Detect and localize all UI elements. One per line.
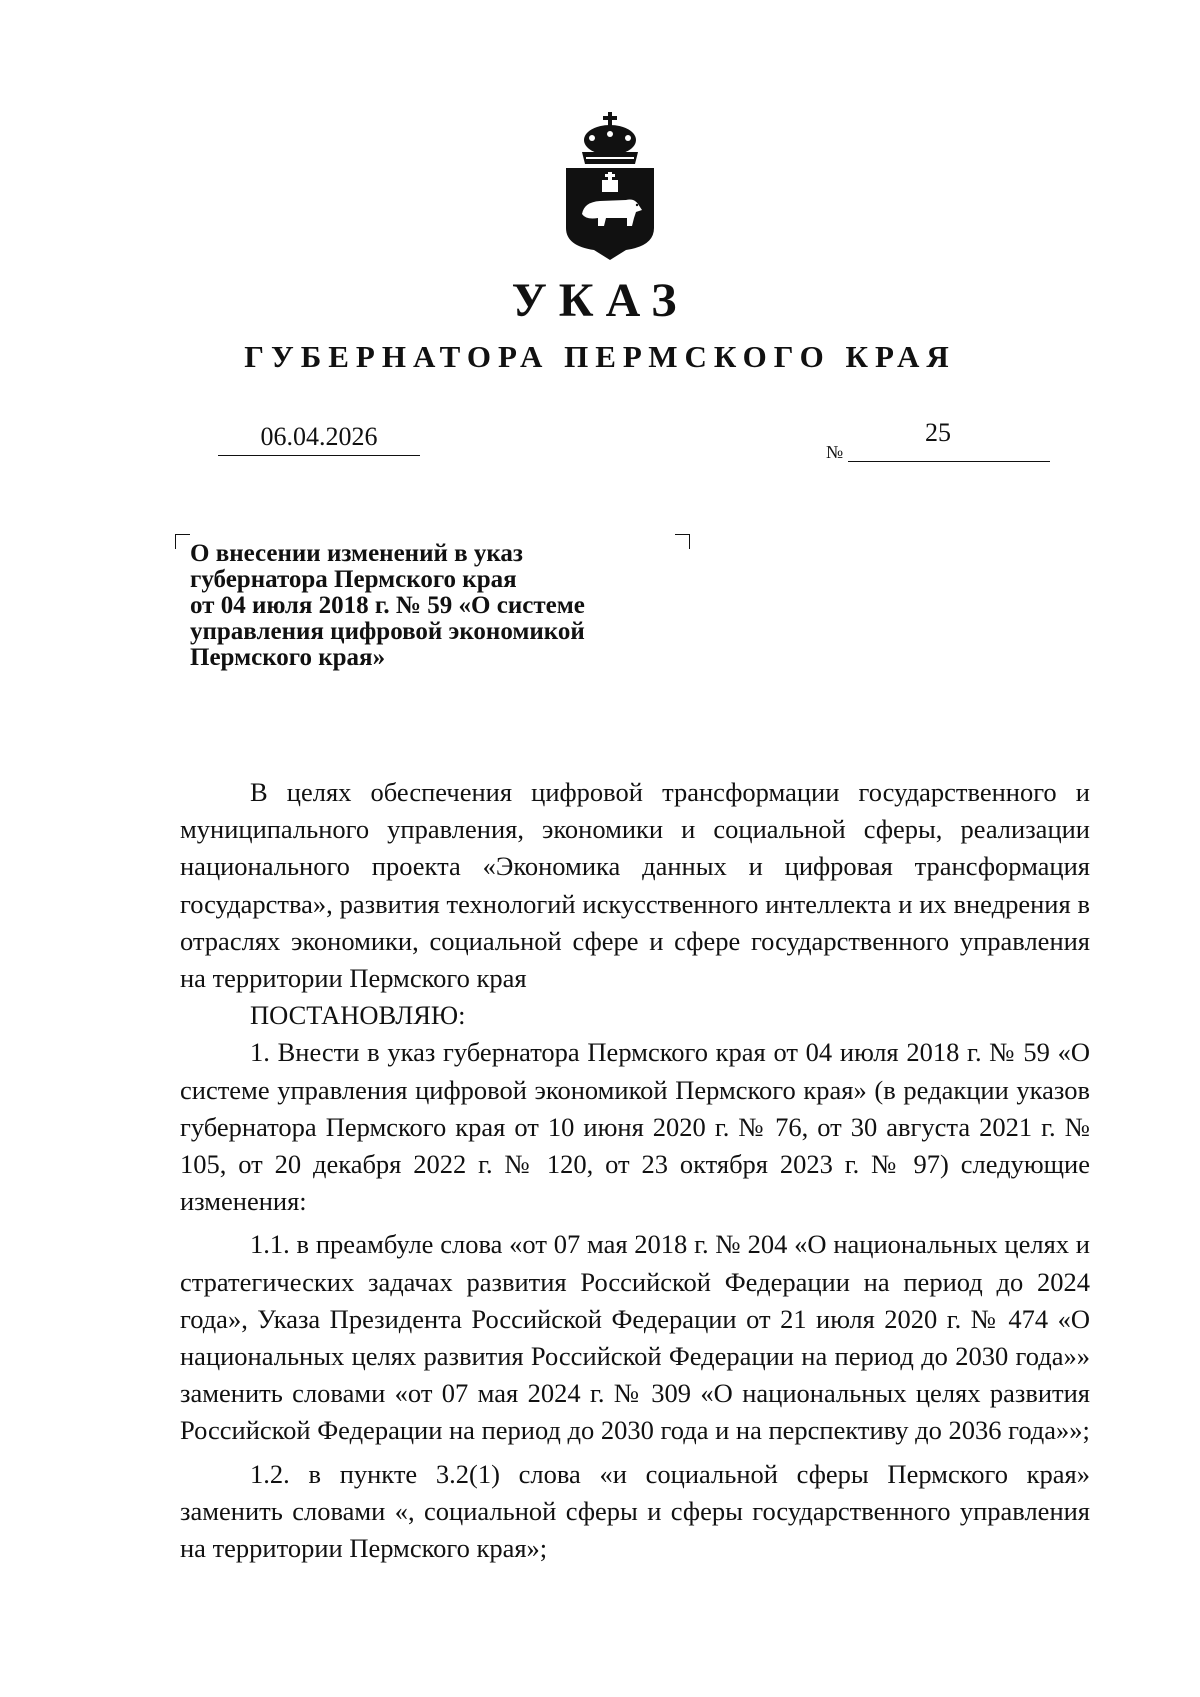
resolution-word: ПОСТАНОВЛЯЮ: (250, 1000, 466, 1031)
subject-corner-left (175, 534, 190, 549)
subject-line: от 04 июля 2018 г. № 59 «О системе (190, 592, 585, 619)
number-sign: № (826, 442, 844, 462)
subject-line: губернатора Пермского края (190, 566, 517, 593)
decree-title: УКАЗ (511, 274, 689, 327)
decree-date: 06.04.2026 (218, 419, 420, 456)
subject-line: управления цифровой экономикой (190, 618, 585, 645)
subject-line: О внесении изменений в указ (190, 540, 523, 567)
decree-number: 25 (925, 418, 951, 447)
perm-krai-coat-of-arms-icon (560, 110, 660, 260)
decree-subject (190, 541, 690, 671)
clause-1: 1. Внести в указ губернатора Пермского края от 04 июля 2018 г. № 59 «О системе управления цифровой экономикой Пермского края» (в редакции указов губернатора Пермского края от 10 июня 2020 г. № 76, от 30 августа 2021 г. № 105, от 20 декабря 2022 г. № 120, от 23 октября 2023 г. № 97) следующие изменения: (180, 1037, 1090, 1217)
issuer-title: ГУБЕРНАТОРА ПЕРМСКОГО КРАЯ (244, 339, 956, 374)
clause-1-1: 1.1. в преамбуле слова «от 07 мая 2018 г. № 204 «О национальных целях и стратегических задачах развития Российской Федерации на период до 2024 года», Указа Президента Российской Федерации от 21 июля 2020 г. № 474 «О национальных целях развития Российской Федерации на период до 2030 года»» заменить словами «от 07 мая 2024 г. № 309 «О национальных целях развития Российской Федерации на период до 2030 года и на перспективу до 2036 года»»; (180, 1229, 1090, 1446)
preamble-paragraph: В целях обеспечения цифровой трансформации государственного и муниципального управления, экономики и социальной сферы, реализации национального проекта «Экономика данных и цифровая трансформация государства», развития технологий искусственного интеллекта и их внедрения в отраслях экономики, социальной сфере и сфере государственного управления на территории Пермского края (180, 777, 1090, 994)
decree-body (180, 774, 1090, 1567)
decree-number-field (848, 417, 1050, 462)
clause-1-2: 1.2. в пункте 3.2(1) слова «и социальной сферы Пермского края» заменить словами «, социальной сферы и сферы государственного управления на территории Пермского края»; (180, 1458, 1090, 1564)
subject-line: Пермского края» (190, 644, 386, 671)
